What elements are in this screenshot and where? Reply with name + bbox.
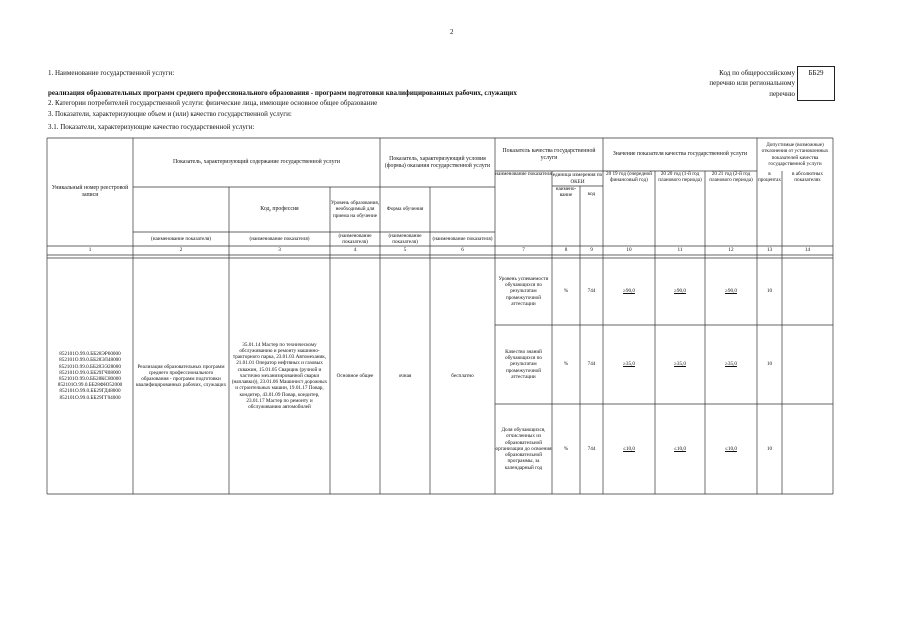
education-level: Основное общее [336, 372, 374, 379]
indicator-cell [757, 325, 782, 404]
indicator-cell [552, 258, 580, 325]
h-deviation: Допустимые (возможные) отклонения от установленных показателей качества государственной услуги [761, 142, 829, 167]
indicator-cell [495, 404, 552, 494]
h-absolute: в абсолютных показателях [791, 171, 824, 184]
column-number: 6 [461, 247, 464, 254]
h-level: Уровень образования, необходимый для приема на обучение [330, 200, 380, 219]
indicator-unit: % [563, 288, 569, 295]
page-number: 2 [450, 28, 454, 36]
h-form: Форма обучения [386, 206, 424, 213]
section-3-title: 3. Показатели, характеризующие объем и (или) качество государственной услуги: [48, 110, 292, 118]
indicator-v2: ≥35,0 [674, 361, 686, 368]
indicator-unit: % [563, 445, 569, 452]
indicator-v1: ≤10,0 [623, 445, 635, 452]
indicator-cell [495, 325, 552, 404]
form-of-study: очная [398, 372, 412, 379]
indicator-code: 744 [587, 361, 596, 368]
indicator-pct: 10 [766, 361, 773, 368]
payment-condition: бесплатно [451, 372, 474, 379]
indicator-name: Уровень успеваемости обучающихся по результатам промежуточной аттестации [498, 275, 549, 307]
service-name-label: 1. Наименование государственной услуги: [48, 69, 175, 77]
h-indicator-name: наименование показателя [495, 171, 552, 177]
h-sub-name-4: (наименование показателя) [338, 232, 372, 245]
code-label-line-1: Код по общероссийскому [719, 69, 795, 77]
indicator-name: Качество знаний обучающихся по результатам промежуточной аттестации [505, 348, 542, 380]
indicator-v1: ≥90,0 [623, 288, 635, 295]
indicator-v3: ≥35,0 [725, 361, 737, 368]
column-number: 2 [179, 247, 183, 254]
column-number: 12 [728, 247, 734, 254]
indicator-cell [552, 404, 580, 494]
indicator-pct: 10 [766, 288, 773, 295]
indicator-v2: ≤10,0 [674, 445, 686, 452]
service-name: реализация образовательных программ среднего профессионального образования - программ подготовки квалифицированных рабочих, служащих [48, 89, 517, 97]
indicator-unit: % [563, 361, 569, 368]
indicator-cell [655, 258, 705, 325]
indicator-cell [655, 404, 705, 494]
column-number: 4 [353, 247, 357, 254]
indicator-cell [603, 404, 655, 494]
column-number: 9 [590, 247, 593, 254]
consumer-category: 2. Категории потребителей государственной услуги: физические лица, имеющие основное общее образование [48, 99, 378, 107]
indicator-v2: ≥90,0 [674, 288, 686, 295]
h-unit-name: наимено-вание [555, 186, 577, 199]
indicator-cell [580, 258, 603, 325]
h-sub-name-2: (наименование показателя) [151, 235, 211, 242]
indicator-cell [705, 404, 757, 494]
h-unique: Уникальный номер реестровой записи [51, 185, 129, 198]
indicator-code: 744 [587, 288, 596, 295]
h-quality: Показатель качества государственной услуги [502, 147, 596, 161]
column-number: 11 [677, 247, 683, 254]
indicator-cell [603, 258, 655, 325]
indicator-cell [757, 404, 782, 494]
column-number: 1 [88, 247, 92, 254]
h-unit-code: код [587, 190, 596, 197]
code-label-line-3: перечню [769, 89, 795, 98]
h-content: Показатель, характеризующий содержание государственной услуги [173, 159, 340, 165]
indicator-cell [705, 258, 757, 325]
h-percent: в процентах [757, 171, 782, 184]
column-number: 5 [403, 247, 407, 254]
indicator-v3: ≤10,0 [725, 445, 737, 452]
indicator-v3: ≥90,0 [725, 288, 737, 295]
h-conditions: Показатель, характеризующий условия (формы) оказания государственной услуги [384, 155, 491, 169]
professions-list: 35.01.14 Мастер по техническому обслуживанию и ремонту машинно-тракторного парка, 23.01.03 Автомеханик, 21.01.01 Оператор нефтяных и газовых скважин, 15.01.05 Сварщик (ручной и частично механизированной сварки (наплавки)), 23.01.06 Машинист дорожных и строительных машин, 19.01.17 Повар, кондитер, 43.01.09 Повар, кондитер, 23.01.17 Мастер по ремонту и обслуживанию автомобилей [231, 341, 328, 410]
code-value: ББ29 [808, 69, 824, 77]
h-year-3: 20 21 год (2-й год планового периода) [709, 171, 753, 184]
indicator-code: 744 [587, 445, 596, 452]
column-number: 7 [522, 247, 525, 254]
column-number: 14 [804, 247, 811, 254]
column-number: 3 [278, 247, 281, 254]
column-number: 8 [564, 247, 568, 254]
indicator-cell [552, 325, 580, 404]
indicator-cell [495, 258, 552, 325]
indicator-cell [757, 258, 782, 325]
h-code-profession: Код, профессия [260, 206, 299, 212]
indicator-name: Доля обучающихся, отчисленных из образовательной организации до освоения образовательной программы, за календарный год [495, 427, 552, 471]
h-year-2: 20 20 год (1-й год планового периода) [658, 171, 702, 184]
program-name: Реализация образовательных программ среднего профессионального образования - программ подготовки квалифицированных рабочих, служащих [135, 363, 227, 389]
indicator-cell [655, 325, 705, 404]
h-year-1: 20 19 год (очередной финансовый год) [605, 171, 653, 184]
column-number: 13 [766, 247, 773, 254]
h-unit: единица измерения по ОКЕИ [552, 172, 603, 185]
indicator-cell [580, 325, 603, 404]
section-3-1-title: 3.1. Показатели, характеризующие качество государственной услуги: [48, 123, 255, 131]
column-number: 10 [626, 247, 632, 254]
indicator-v1: ≥35,0 [623, 361, 635, 368]
indicator-cell [603, 325, 655, 404]
code-label-line-2: перечню или региональному [709, 79, 795, 88]
h-sub-name-5: (наименование показателя) [388, 232, 422, 245]
indicator-cell [705, 325, 757, 404]
indicator-pct: 10 [766, 445, 773, 452]
h-value: Значение показателя качества государственной услуги [612, 151, 748, 157]
h-sub-name-6: (наименование показателя) [432, 235, 493, 242]
indicator-cell [580, 404, 603, 494]
record-codes: 852101О.99.0.ББ28ЭР60000 852101О.99.0.ББ28ЭЛ48000 852101О.99.0.ББ28ЭЭ28000 852101О.99.0.ББ29ГЧ08000 852101О.99.0.ББ28КС80000 852101О.99.0.ББ28ФЮ52000 852101О.99.0.ББ29ГД48000 852101О.99.0.ББ29ГГ04000 [57, 351, 123, 401]
h-sub-name-3: (наименование показателя) [249, 235, 310, 242]
